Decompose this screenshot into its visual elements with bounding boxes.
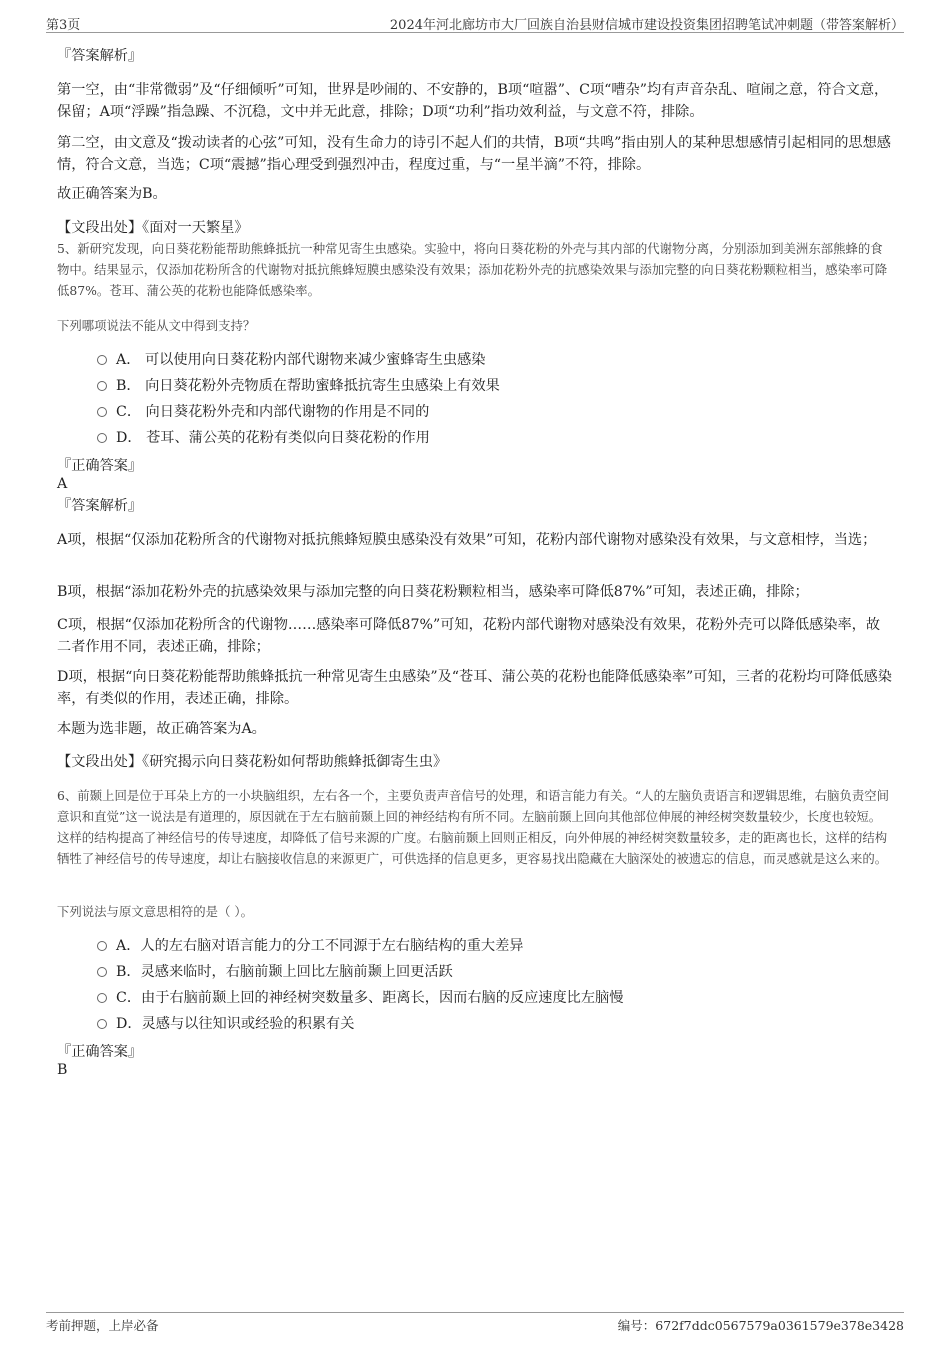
q5-answer: A [57, 476, 68, 492]
radio-icon[interactable] [97, 993, 107, 1003]
footer-slogan: 考前押题，上岸必备 [46, 1318, 159, 1333]
q5-analysis-paragraph: A项，根据“仅添加花粉所含的代谢物对抵抗熊蜂短膜虫感染没有效果”可知，花粉内部代谢物对感染没有效果，与文意相悖，当选； [57, 532, 877, 548]
page-number: 第3页 [46, 18, 81, 33]
document-serial: 编号：672f7ddc0567579a0361579e378e3428 [617, 1318, 904, 1333]
q6-answer-label: 『正确答案』 [57, 1044, 143, 1060]
q5-analysis-paragraph: C项，根据“仅添加花粉所含的代谢物……感染率可降低87%”可知，花粉内部代谢物对感染没有效果，花粉外壳可以降低感染率，故二者作用不同，表述正确，排除； [57, 617, 881, 655]
radio-icon[interactable] [97, 407, 107, 417]
q4-analysis-label: 『答案解析』 [57, 48, 143, 64]
radio-icon[interactable] [97, 433, 107, 443]
q6-option-a[interactable]: A．人的左右脑对语言能力的分工不同源于左右脑结构的重大差异 [97, 936, 524, 956]
q4-analysis-paragraph: 第一空，由“非常微弱”及“仔细倾听”可知，世界是吵闹的、不安静的，B项“喧嚣”、C项“嘈杂”均有声音杂乱、喧闹之意，符合文意，保留；A项“浮躁”指急躁、不沉稳，文中并无此意，排除；D项“功利”指功效利益，与文意不符，排除。 [57, 82, 889, 120]
q5-answer-label: 『正确答案』 [57, 458, 143, 474]
q5-option-a[interactable]: A． 可以使用向日葵花粉内部代谢物来减少蜜蜂寄生虫感染 [97, 350, 485, 370]
radio-icon[interactable] [97, 355, 107, 365]
q4-source: 【文段出处】《面对一天繁星》 [57, 220, 249, 236]
q4-analysis-conclusion: 故正确答案为B。 [57, 186, 167, 202]
radio-icon[interactable] [97, 381, 107, 391]
radio-icon[interactable] [97, 967, 107, 977]
q4-analysis-paragraph: 第二空，由文意及“拨动读者的心弦”可知，没有生命力的诗引不起人们的共情，B项“共鸣”指由别人的某种思想感情引起相同的思想感情，符合文意，当选；C项“震撼”指心理受到强烈冲击，程度过重，与“一星半滴”不符，排除。 [57, 135, 891, 173]
q6-option-b[interactable]: B．灵感来临时，右脑前颞上回比左脑前颞上回更活跃 [97, 962, 453, 982]
q5-option-d[interactable]: D． 苍耳、蒲公英的花粉有类似向日葵花粉的作用 [97, 428, 430, 448]
q5-option-b[interactable]: B． 向日葵花粉外壳物质在帮助蜜蜂抵抗寄生虫感染上有效果 [97, 376, 500, 396]
document-title: 2024年河北廊坊市大厂回族自治县财信城市建设投资集团招聘笔试冲刺题（带答案解析） [389, 18, 904, 33]
radio-icon[interactable] [97, 941, 107, 951]
q6-option-c[interactable]: C．由于右脑前颞上回的神经树突数量多、距离长，因而右脑的反应速度比左脑慢 [97, 988, 623, 1008]
q5-passage: 5、新研究发现，向日葵花粉能帮助熊蜂抵抗一种常见寄生虫感染。实验中，将向日葵花粉的外壳与其内部的代谢物分离，分别添加到美洲东部熊蜂的食物中。结果显示，仅添加花粉所含的代谢物对抵抗熊蜂短膜虫感染没有效果；添加花粉外壳的抗感染效果与添加完整的向日葵花粉颗粒相当，感染率可降低87%。苍耳、蒲公英的花粉也能降低感染率。 [57, 241, 888, 298]
radio-icon[interactable] [97, 1019, 107, 1029]
q5-analysis-paragraph: B项，根据“添加花粉外壳的抗感染效果与添加完整的向日葵花粉颗粒相当，感染率可降低87%”可知，表述正确，排除； [57, 584, 809, 600]
q6-question: 下列说法与原文意思相符的是（ ）。 [57, 904, 253, 919]
q6-option-d[interactable]: D．灵感与以往知识或经验的积累有关 [97, 1014, 354, 1034]
page-footer [46, 1312, 904, 1333]
q5-analysis-conclusion: 本题为选非题，故正确答案为A。 [57, 721, 266, 737]
q5-analysis-paragraph: D项，根据“向日葵花粉能帮助熊蜂抵抗一种常见寄生虫感染”及“苍耳、蒲公英的花粉也能降低感染率”可知，三者的花粉均可降低感染率，有类似的作用，表述正确，排除。 [57, 669, 892, 707]
q6-answer: B [57, 1062, 68, 1078]
q5-option-c[interactable]: C． 向日葵花粉外壳和内部代谢物的作用是不同的 [97, 402, 429, 422]
q5-source: 【文段出处】《研究揭示向日葵花粉如何帮助熊蜂抵御寄生虫》 [57, 754, 448, 770]
q5-question: 下列哪项说法不能从文中得到支持？ [57, 318, 256, 333]
page-header [46, 12, 904, 33]
q6-passage: 6、前颞上回是位于耳朵上方的一小块脑组织，左右各一个，主要负责声音信号的处理，和语言能力有关。“人的左脑负责语言和逻辑思维，右脑负责空间意识和直觉”这一说法是有道理的，原因就在于左右脑前颞上回的神经结构有所不同。左脑前颞上回向其他部位伸展的神经树突数量较少，长度也较短。这样的结构提高了神经信号的传导速度，却降低了信号来源的广度。右脑前颞上回则正相反，向外伸展的神经树突数量较多，走的距离也长，这样的结构牺牲了神经信号的传导速度，却让右脑接收信息的来源更广，可供选择的信息更多，更容易找出隐藏在大脑深处的被遗忘的信息，而灵感就是这么来的。 [57, 788, 889, 866]
q5-analysis-label: 『答案解析』 [57, 498, 143, 514]
